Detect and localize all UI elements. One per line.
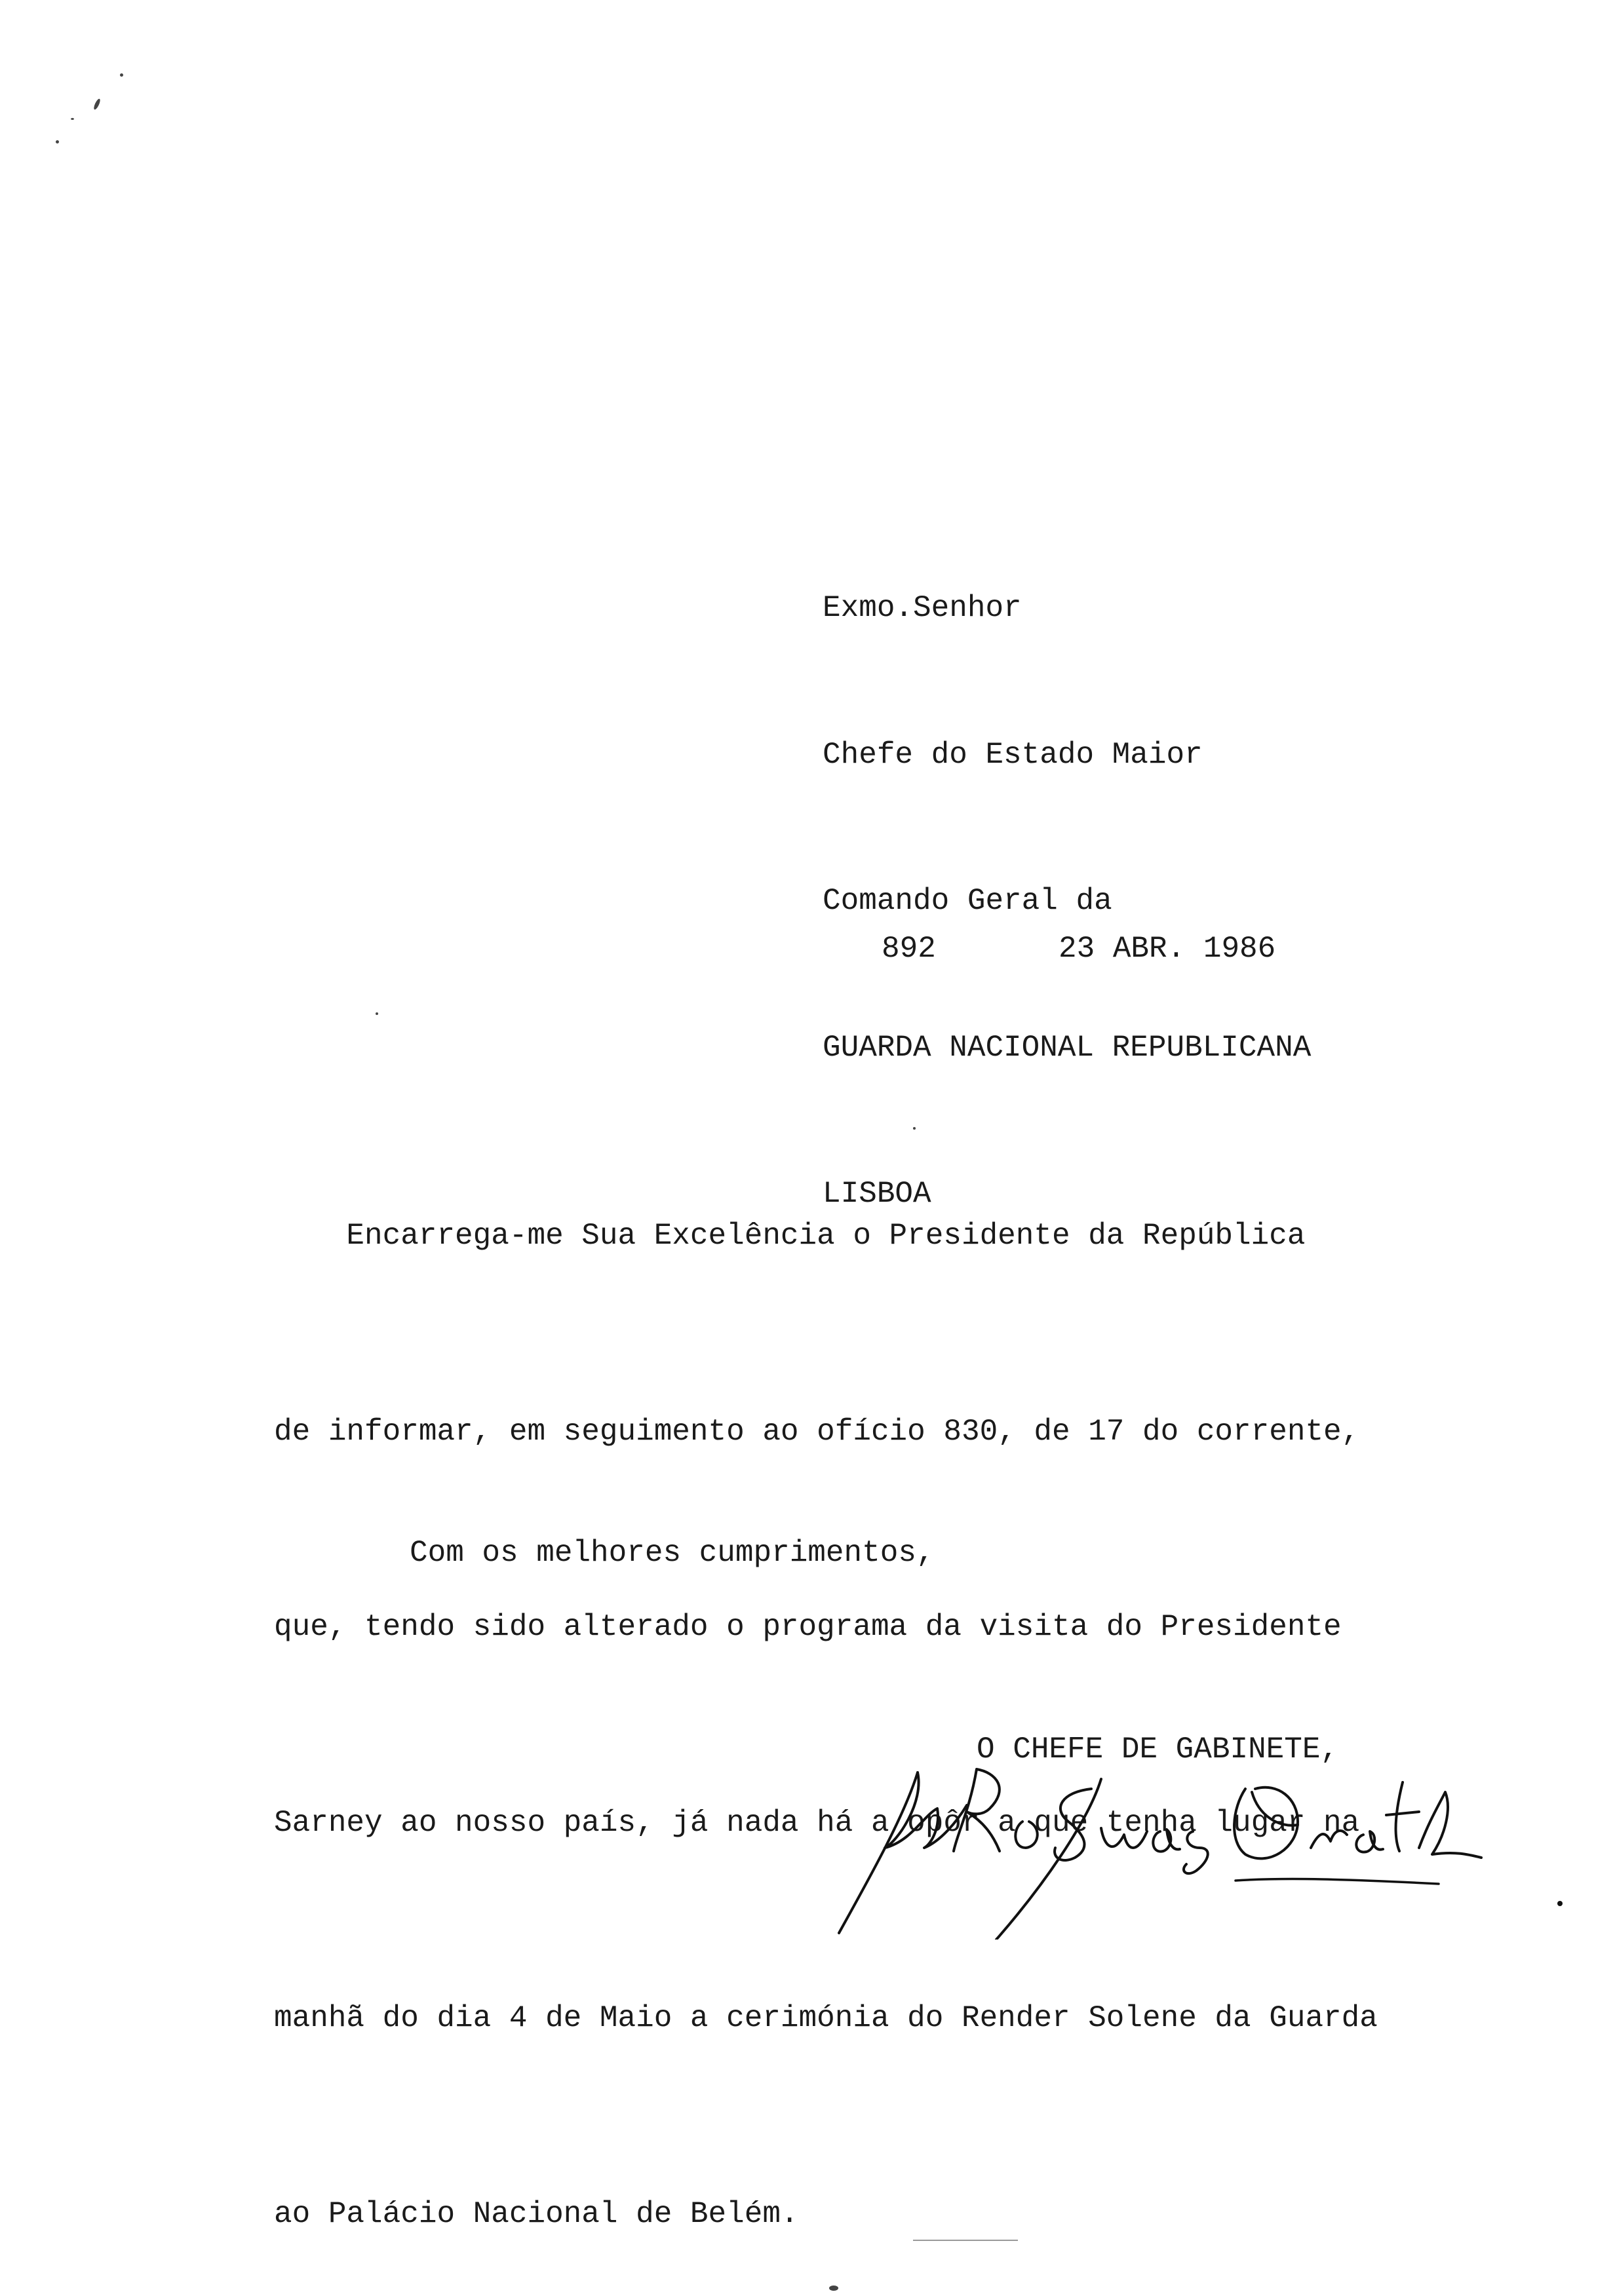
reference-number: 892 <box>882 932 936 966</box>
handwritten-signature <box>826 1743 1573 1940</box>
scan-speck <box>56 140 59 144</box>
letter-body <box>274 1073 1519 2296</box>
address-line-organization: GUARDA NACIONAL REPUBLICANA <box>823 1030 1312 1065</box>
scan-speck <box>71 118 74 120</box>
body-line: ao Palácio Nacional de Belém. <box>274 2196 799 2231</box>
address-line-title: Chefe do Estado Maior <box>823 737 1203 772</box>
address-line-salutation: Exmo.Senhor <box>823 591 1022 625</box>
scan-speck <box>913 1127 916 1130</box>
body-line: de informar, em seguimento ao ofício 830, de 17 do corrente, <box>274 1414 1360 1449</box>
reference-date: 23 ABR. 1986 <box>1059 932 1276 966</box>
body-line: Encarrega-me Sua Excelência o Presidente da República <box>274 1219 1306 1253</box>
address-line-city: LISBOA <box>823 1177 931 1211</box>
body-line: manhã do dia 4 de Maio a cerimónia do Render Solene da Guarda <box>274 2001 1378 2035</box>
closing-salutation: Com os melhores cumprimentos, <box>410 1536 935 1570</box>
address-line-command: Comando Geral da <box>823 884 1112 918</box>
scan-speck <box>829 2286 838 2291</box>
scan-speck <box>92 98 101 111</box>
signatory-title: O CHEFE DE GABINETE, <box>977 1732 1339 1767</box>
scan-speck <box>376 1012 378 1015</box>
body-line: que, tendo sido alterado o programa da visita do Presidente <box>274 1610 1342 1644</box>
scan-speck <box>913 2240 1018 2241</box>
scan-speck <box>120 73 123 77</box>
body-line: Sarney ao nosso país, já nada há a opôr a que tenha lugar na <box>274 1805 1360 1840</box>
